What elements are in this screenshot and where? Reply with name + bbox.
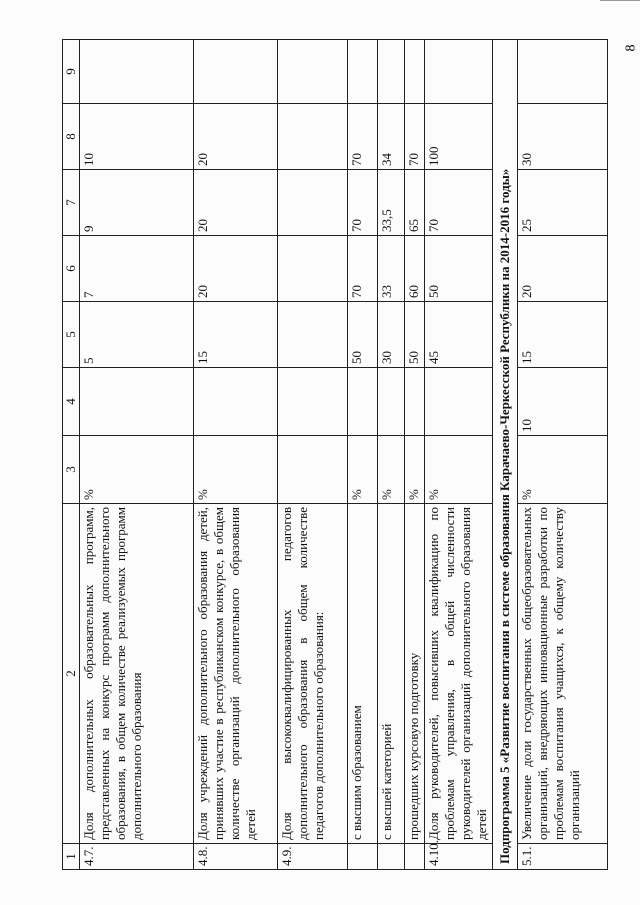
row-value [425,40,493,104]
row-value: 20 [194,104,278,170]
row-value [348,40,378,104]
row-value: 7 [80,236,194,302]
row-value: 5 [80,302,194,368]
row-text: с высшим образованием [348,504,378,844]
row-value: 25 [518,170,608,236]
row-value: 34 [378,104,405,170]
row-value: 50 [405,302,425,368]
header-cell: 2 [63,504,80,844]
row-value: 15 [518,302,608,368]
row-value [278,302,348,368]
table-row [405,40,425,870]
row-value: 33 [378,236,405,302]
row-value [405,368,425,436]
table-row [80,40,194,870]
row-unit: % [80,436,194,504]
row-value [278,368,348,436]
header-cell: 9 [63,40,80,104]
row-value: 70 [348,104,378,170]
row-text: с высшей категорией [378,504,405,844]
row-value [80,40,194,104]
row-number [348,844,378,870]
row-value: 20 [518,236,608,302]
row-value: 10 [80,104,194,170]
table-row [378,40,405,870]
row-value: 50 [425,236,493,302]
row-value: 9 [80,170,194,236]
header-cell: 8 [63,104,80,170]
row-value: 33,5 [378,170,405,236]
row-unit: % [348,436,378,504]
row-value: 20 [194,170,278,236]
indicators-table [62,39,608,870]
row-text: Доля дополнительных образовательных программ, представленных на конкурс программ дополнительного образования, в общем количестве реализуемых программ дополнительного образования [80,504,194,844]
table-row [348,40,378,870]
row-value [278,40,348,104]
table-row [278,40,348,870]
row-value [278,104,348,170]
page-edge-mark [600,0,640,7]
row-number: 5.1. [518,844,608,870]
row-value [194,40,278,104]
section-title: Подпрограмма 5 «Развитие воспитания в системе образования Карачаево-Черкесской Республики на 2014-2016 годы» [493,40,518,870]
row-number: 4.8. [194,844,278,870]
row-text: Доля высококвалифицированных педагогов дополнительного образования в общем количестве педагогов дополнительного образования: [278,504,348,844]
row-number [378,844,405,870]
row-value [278,236,348,302]
row-unit: % [518,436,608,504]
row-value: 45 [425,302,493,368]
row-number: 4.7. [80,844,194,870]
row-text: Доля учреждений дополнительного образования детей, принявших участие в республиканском конкурсе, в общем количестве организаций дополнительного образования детей [194,504,278,844]
row-value [378,40,405,104]
row-value [405,40,425,104]
section-row [493,40,518,870]
row-value: 70 [348,170,378,236]
row-number [405,844,425,870]
row-value [278,170,348,236]
row-value: 10 [518,368,608,436]
row-value: 50 [348,302,378,368]
header-row [63,40,80,870]
row-value [518,40,608,104]
row-text: Увеличение доли государственных общеобразовательных организаций, внедряющих инновационные разработки по проблемам воспитания учащихся, к общему количеству организаций [518,504,608,844]
header-cell: 5 [63,302,80,368]
row-value: 70 [405,104,425,170]
row-unit [278,436,348,504]
row-value [348,368,378,436]
row-unit: % [425,436,493,504]
row-value [425,368,493,436]
row-value [378,368,405,436]
table-row [194,40,278,870]
row-value [194,368,278,436]
row-value: 100 [425,104,493,170]
table-row [425,40,493,870]
header-cell: 1 [63,844,80,870]
row-value [80,368,194,436]
header-cell: 6 [63,236,80,302]
row-value: 65 [405,170,425,236]
header-cell: 4 [63,368,80,436]
row-value: 60 [405,236,425,302]
row-number: 4.9. [278,844,348,870]
row-unit: % [378,436,405,504]
page-marker: 8 [623,44,639,52]
row-value: 70 [348,236,378,302]
row-unit: % [194,436,278,504]
row-value: 70 [425,170,493,236]
header-cell: 3 [63,436,80,504]
row-text: прошедших курсовую подготовку [405,504,425,844]
row-unit: % [405,436,425,504]
row-value: 15 [194,302,278,368]
rotated-table-wrapper [62,40,632,870]
row-value: 20 [194,236,278,302]
row-text: Доля руководителей, повысивших квалификацию по проблемам управления, в общей численности руководителей организаций дополнительного образования детей [425,504,493,844]
header-cell: 7 [63,170,80,236]
table-row [518,40,608,870]
row-value: 30 [378,302,405,368]
row-value: 30 [518,104,608,170]
row-number: 4.10. [425,844,493,870]
